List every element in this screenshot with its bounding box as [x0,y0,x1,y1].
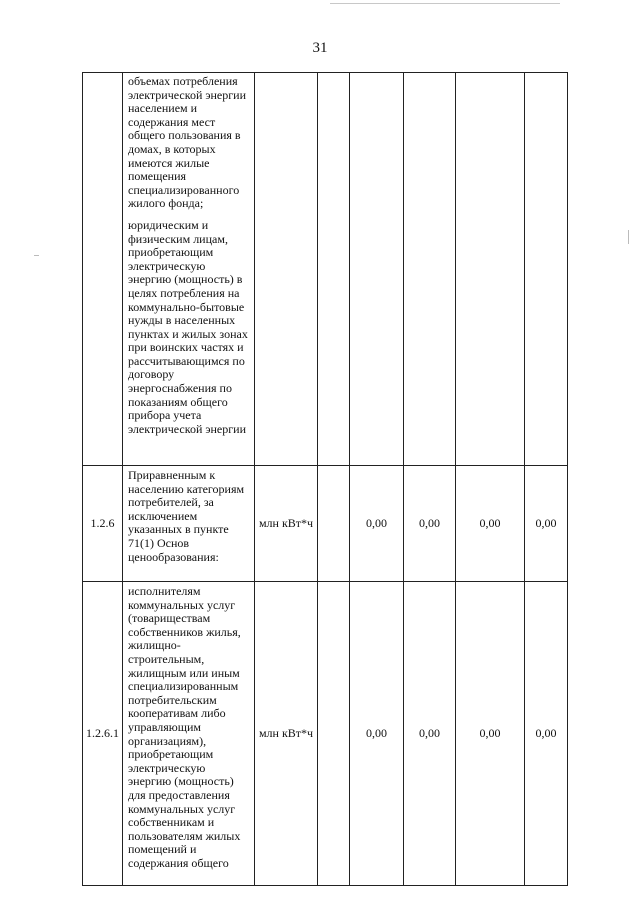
row-name [123,466,255,582]
value-cell [456,73,525,466]
row-number: 1.2.6.1 [83,582,123,886]
value-cell: 0,00 [456,582,525,886]
value-cell: 0,00 [456,466,525,582]
row-number [83,73,123,466]
empty-cell [318,466,350,582]
row-name-part: объемах потребления электрической энергии населением и содержания мест общего пользования в домах, в которых имеются жилые помещения специализированного жилого фонда; [128,74,247,211]
value-cell: 0,00 [350,582,404,886]
table-row [83,582,568,886]
table-row [83,73,568,466]
value-cell [525,73,568,466]
value-cell: 0,00 [525,466,568,582]
row-name [123,582,255,886]
page-number: 31 [312,40,328,56]
value-cell: 0,00 [525,582,568,886]
row-unit [255,73,318,466]
scan-top-rule [330,3,560,4]
empty-cell [318,582,350,886]
row-name-part: юридическим и физическим лицам, приобретающим электрическую энергию (мощность) в целях потребления на коммунально-бытовые нужды в населенных пунктах и жилых зонах при воинских частях и рассчитывающимся по договору энергоснабжения по показаниям общего прибора учета электрической энергии [128,217,248,436]
value-cell: 0,00 [404,466,456,582]
value-cell: 0,00 [350,466,404,582]
indicators-table [82,72,568,886]
row-number: 1.2.6 [83,466,123,582]
row-name-part: исполнителям коммунальных услуг (товариществам собственников жилья, жилищно-строительным, жилищным или иным специализированным потребительским кооперативам либо управляющим организациям), приобретающим электрическую энергию (мощность) для предоставления коммунальных услуг собственникам и пользователям жилых помещений и содержания общего [128,584,241,870]
scan-margin-mark [628,230,629,244]
empty-cell [318,73,350,466]
scan-margin-mark [34,255,39,256]
row-name [123,73,255,466]
value-cell [350,73,404,466]
row-name-part: Приравненным к населению категориям потребителей, за исключением указанных в пункте 71(1) Основ ценообразования: [128,468,245,564]
value-cell: 0,00 [404,582,456,886]
row-unit: млн кВт*ч [255,466,318,582]
table-row [83,466,568,582]
value-cell [404,73,456,466]
row-unit: млн кВт*ч [255,582,318,886]
